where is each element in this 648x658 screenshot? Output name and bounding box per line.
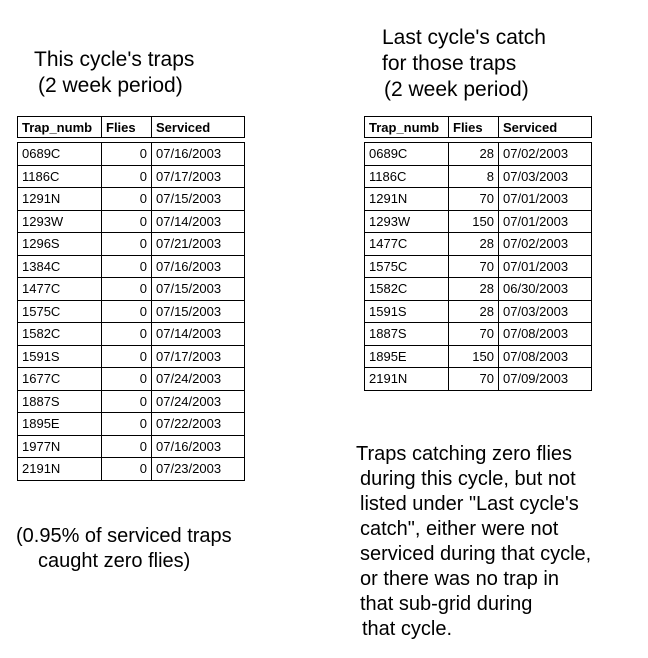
trap-number-cell: 1582C	[18, 323, 102, 345]
trap-number-cell: 1384C	[18, 256, 102, 278]
this-cycle-title	[34, 47, 194, 99]
flies-cell: 28	[449, 143, 499, 165]
table-row	[18, 278, 244, 301]
last-cycle-table	[364, 116, 592, 391]
trap-number-cell: 2191N	[18, 458, 102, 480]
explanation-line7: that sub-grid during	[360, 593, 533, 615]
col-serviced: Serviced	[156, 119, 211, 135]
trap-number-cell: 1575C	[18, 301, 102, 323]
serviced-cell: 07/15/2003	[156, 281, 222, 297]
trap-number-cell: 1582C	[365, 278, 449, 300]
col-flies: Flies	[449, 117, 499, 137]
serviced-cell: 07/01/2003	[503, 213, 569, 229]
serviced-cell: 07/03/2003	[503, 168, 569, 184]
serviced-cell: 07/17/2003	[156, 168, 222, 184]
col-trap-number: Trap_numb	[18, 117, 102, 137]
table-row	[18, 413, 244, 436]
explanation-line1: Traps catching zero flies	[356, 443, 573, 465]
serviced-cell: 07/16/2003	[156, 258, 222, 274]
table-row	[365, 368, 591, 391]
table-header	[17, 116, 245, 138]
this-cycle-title-line1: This cycle's traps	[34, 48, 195, 71]
table-row	[18, 368, 244, 391]
flies-cell: 0	[102, 211, 152, 233]
last-cycle-title	[382, 25, 546, 103]
explanation-line5: serviced during that cycle,	[360, 543, 592, 565]
trap-number-cell: 0689C	[18, 143, 102, 165]
trap-number-cell: 2191N	[365, 368, 449, 390]
col-trap-number: Trap_numb	[365, 117, 449, 137]
flies-cell: 0	[102, 346, 152, 368]
explanation-line4: catch", either were not	[360, 518, 559, 540]
trap-number-cell: 1291N	[18, 188, 102, 210]
table-row	[365, 346, 591, 369]
table-row	[365, 188, 591, 211]
table-row	[365, 233, 591, 256]
this-cycle-title-line2: (2 week period)	[38, 74, 183, 97]
flies-cell: 70	[449, 256, 499, 278]
table-row	[18, 346, 244, 369]
trap-number-cell: 1186C	[18, 166, 102, 188]
serviced-cell: 07/15/2003	[156, 191, 222, 207]
this-cycle-table-body	[17, 142, 245, 481]
col-flies: Flies	[102, 117, 152, 137]
trap-number-cell: 1293W	[365, 211, 449, 233]
flies-cell: 0	[102, 166, 152, 188]
trap-number-cell: 1677C	[18, 368, 102, 390]
flies-cell: 28	[449, 278, 499, 300]
table-row	[18, 211, 244, 234]
trap-number-cell: 1291N	[365, 188, 449, 210]
serviced-cell: 07/08/2003	[503, 348, 569, 364]
table-row	[18, 256, 244, 279]
table-row	[365, 278, 591, 301]
serviced-cell: 07/14/2003	[156, 213, 222, 229]
flies-cell: 28	[449, 301, 499, 323]
percent-note	[16, 524, 232, 574]
trap-number-cell: 1293W	[18, 211, 102, 233]
trap-number-cell: 1591S	[365, 301, 449, 323]
trap-number-cell: 1591S	[18, 346, 102, 368]
trap-number-cell: 0689C	[365, 143, 449, 165]
flies-cell: 0	[102, 436, 152, 458]
serviced-cell: 07/16/2003	[156, 438, 222, 454]
serviced-cell: 07/14/2003	[156, 326, 222, 342]
flies-cell: 28	[449, 233, 499, 255]
serviced-cell: 07/22/2003	[156, 416, 222, 432]
table-row	[18, 166, 244, 189]
serviced-cell: 07/02/2003	[503, 236, 569, 252]
flies-cell: 0	[102, 391, 152, 413]
table-header	[364, 116, 592, 138]
explanation-note	[356, 442, 591, 642]
table-row	[18, 458, 244, 481]
flies-cell: 0	[102, 413, 152, 435]
flies-cell: 0	[102, 458, 152, 480]
serviced-cell: 07/01/2003	[503, 191, 569, 207]
table-row	[18, 323, 244, 346]
table-row	[18, 143, 244, 166]
serviced-cell: 07/24/2003	[156, 371, 222, 387]
table-row	[18, 301, 244, 324]
flies-cell: 0	[102, 256, 152, 278]
trap-number-cell: 1887S	[18, 391, 102, 413]
last-cycle-title-line3: (2 week period)	[384, 78, 529, 101]
trap-number-cell: 1887S	[365, 323, 449, 345]
trap-number-cell: 1895E	[365, 346, 449, 368]
trap-number-cell: 1186C	[365, 166, 449, 188]
last-cycle-title-line2: for those traps	[382, 52, 517, 75]
table-row	[18, 436, 244, 459]
serviced-cell: 07/09/2003	[503, 371, 569, 387]
explanation-line2: during this cycle, but not	[360, 468, 576, 490]
explanation-line8: that cycle.	[362, 618, 453, 640]
serviced-cell: 07/02/2003	[503, 146, 569, 162]
explanation-line3: listed under "Last cycle's	[360, 493, 579, 515]
percent-note-line2: caught zero flies)	[38, 550, 191, 572]
trap-number-cell: 1895E	[18, 413, 102, 435]
last-cycle-table-body	[364, 142, 592, 391]
this-cycle-table	[17, 116, 245, 481]
flies-cell: 150	[449, 211, 499, 233]
trap-number-cell: 1296S	[18, 233, 102, 255]
explanation-line6: or there was no trap in	[360, 568, 559, 590]
table-row	[365, 301, 591, 324]
flies-cell: 70	[449, 188, 499, 210]
flies-cell: 0	[102, 233, 152, 255]
serviced-cell: 06/30/2003	[503, 281, 569, 297]
flies-cell: 0	[102, 188, 152, 210]
flies-cell: 8	[449, 166, 499, 188]
table-row	[365, 256, 591, 279]
serviced-cell: 07/24/2003	[156, 393, 222, 409]
trap-number-cell: 1477C	[18, 278, 102, 300]
flies-cell: 0	[102, 143, 152, 165]
table-row	[365, 211, 591, 234]
last-cycle-title-line1: Last cycle's catch	[382, 26, 546, 49]
table-row	[365, 323, 591, 346]
flies-cell: 70	[449, 323, 499, 345]
trap-number-cell: 1477C	[365, 233, 449, 255]
table-row	[18, 391, 244, 414]
table-row	[18, 188, 244, 211]
flies-cell: 0	[102, 323, 152, 345]
flies-cell: 0	[102, 301, 152, 323]
table-row	[18, 233, 244, 256]
flies-cell: 150	[449, 346, 499, 368]
percent-note-line1: (0.95% of serviced traps	[16, 525, 232, 547]
serviced-cell: 07/15/2003	[156, 303, 222, 319]
col-serviced: Serviced	[503, 119, 558, 135]
trap-number-cell: 1977N	[18, 436, 102, 458]
table-row	[365, 143, 591, 166]
serviced-cell: 07/23/2003	[156, 461, 222, 477]
flies-cell: 70	[449, 368, 499, 390]
serviced-cell: 07/21/2003	[156, 236, 222, 252]
trap-number-cell: 1575C	[365, 256, 449, 278]
flies-cell: 0	[102, 278, 152, 300]
serviced-cell: 07/03/2003	[503, 303, 569, 319]
serviced-cell: 07/01/2003	[503, 258, 569, 274]
flies-cell: 0	[102, 368, 152, 390]
serviced-cell: 07/16/2003	[156, 146, 222, 162]
table-row	[365, 166, 591, 189]
serviced-cell: 07/08/2003	[503, 326, 569, 342]
serviced-cell: 07/17/2003	[156, 348, 222, 364]
